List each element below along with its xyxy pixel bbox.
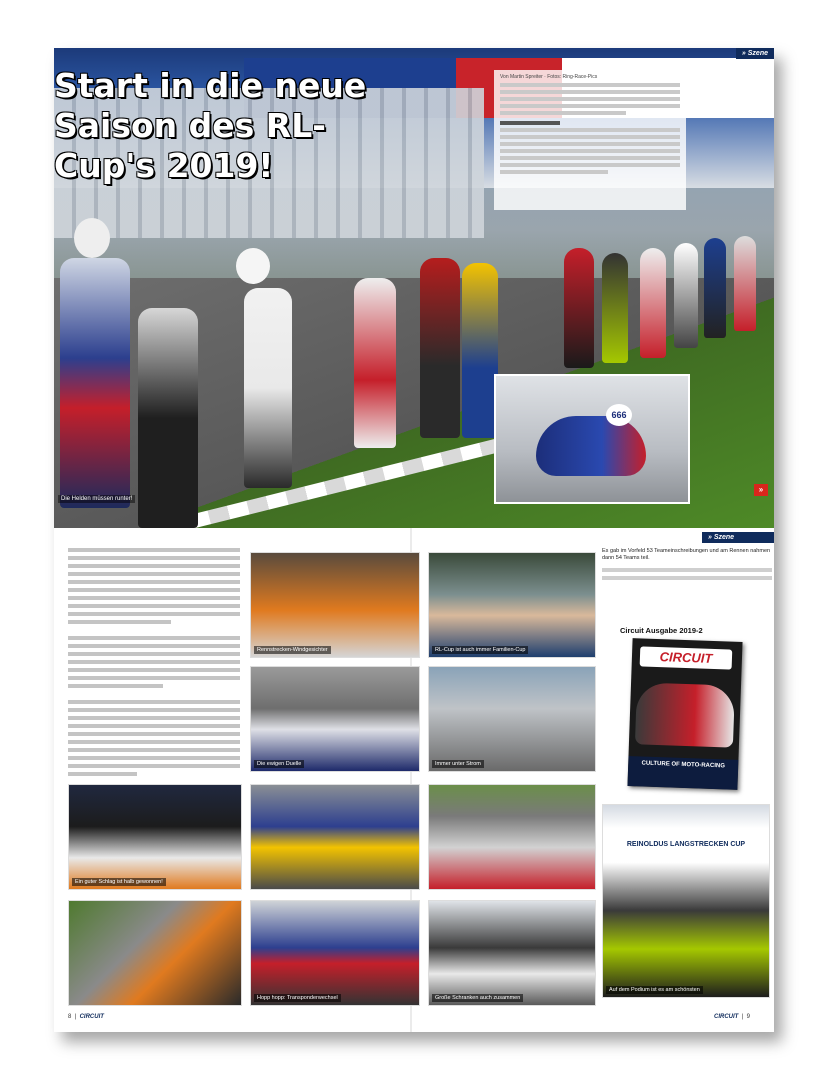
hero-caption: Die Helden müssen runter! bbox=[58, 495, 135, 503]
podium-banner: REINOLDUS LANGSTRECKEN CUP bbox=[626, 841, 746, 848]
helmet bbox=[74, 218, 110, 258]
photo-caption: Auf dem Podium ist es am schönsten bbox=[606, 986, 703, 994]
photo-3 bbox=[250, 666, 420, 772]
race-number: 666 bbox=[606, 404, 632, 426]
next-page-icon[interactable]: » bbox=[754, 484, 768, 496]
photo-9 bbox=[250, 900, 420, 1006]
circuit-logo: CIRCUIT bbox=[640, 646, 733, 669]
footer-brand-right: CIRCUIT bbox=[714, 1014, 739, 1020]
photo-8 bbox=[68, 900, 242, 1006]
magazine-cover-promo bbox=[602, 608, 772, 804]
magazine-spread bbox=[54, 48, 774, 1032]
section-tab: » Szene bbox=[736, 48, 774, 59]
cover-tagline: CULTURE OF MOTO-RACING bbox=[627, 756, 738, 790]
helmet bbox=[236, 248, 270, 284]
page-number-left: 8 bbox=[68, 1014, 72, 1020]
photo-caption: Hopp hopp: Transponderwechsel bbox=[254, 994, 341, 1002]
rider bbox=[462, 263, 498, 438]
rider bbox=[60, 258, 130, 508]
photo-podium bbox=[602, 804, 770, 998]
photo-10 bbox=[428, 900, 596, 1006]
photo-caption: RL-Cup ist auch immer Familien-Cup bbox=[432, 646, 528, 654]
hero-photo bbox=[54, 48, 774, 528]
magazine-cover-image bbox=[627, 638, 742, 790]
photo-4 bbox=[428, 666, 596, 772]
photo-2 bbox=[428, 552, 596, 658]
article-headline: Start in die neue Saison des RL-Cup's 2019! bbox=[54, 66, 367, 185]
photo-caption: Immer unter Strom bbox=[432, 760, 484, 768]
inset-photo bbox=[494, 374, 690, 504]
rider bbox=[420, 258, 460, 438]
rider bbox=[674, 243, 698, 348]
rider bbox=[640, 248, 666, 358]
rider bbox=[244, 288, 292, 488]
footer-right: CIRCUIT | 9 bbox=[714, 1014, 750, 1020]
rider bbox=[564, 248, 594, 368]
rider bbox=[354, 278, 396, 448]
photo-1 bbox=[250, 552, 420, 658]
cover-motorcycle bbox=[635, 682, 735, 747]
motorcycle-image bbox=[536, 416, 646, 476]
article-body-column bbox=[68, 548, 240, 820]
photo-7 bbox=[428, 784, 596, 890]
rider bbox=[704, 238, 726, 338]
author-credit: Von Martin Spreiter · Fotos: Ring-Race-Pics bbox=[500, 74, 598, 80]
right-text-column bbox=[602, 548, 772, 584]
right-lead-text: Es gab im Vorfeld 53 Teameinschreibungen und am Rennen nahmen dann 54 Teams teil. bbox=[602, 548, 771, 561]
photo-caption: Rennstrecken-Windgesichter bbox=[254, 646, 331, 654]
photo-caption: Große Schranken auch zusammen bbox=[432, 994, 523, 1002]
photo-caption: Ein guter Schlag ist halb gewonnen! bbox=[72, 878, 166, 886]
footer-left: 8 | CIRCUIT bbox=[68, 1014, 104, 1020]
rider bbox=[734, 236, 756, 331]
section-tab-lower: » Szene bbox=[702, 532, 774, 543]
intro-text-box bbox=[494, 70, 686, 210]
photo-6 bbox=[250, 784, 420, 890]
cover-title: Circuit Ausgabe 2019-2 bbox=[620, 626, 703, 635]
rider bbox=[602, 253, 628, 363]
rider bbox=[138, 308, 198, 528]
photo-5 bbox=[68, 784, 242, 890]
page-number-right: 9 bbox=[746, 1014, 750, 1020]
footer-brand-left: CIRCUIT bbox=[79, 1014, 104, 1020]
photo-caption: Die ewigen Duelle bbox=[254, 760, 304, 768]
